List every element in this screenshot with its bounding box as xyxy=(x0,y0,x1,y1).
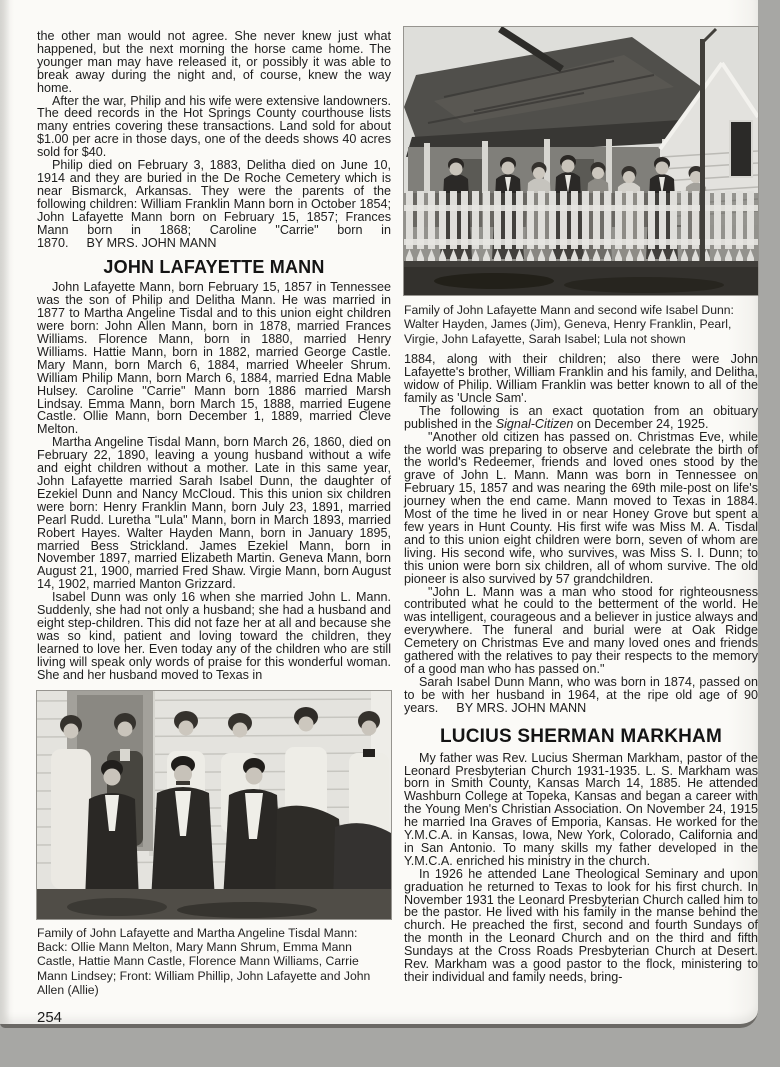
section-heading-lucius-sherman-markham: LUCIUS SHERMAN MARKHAM xyxy=(440,725,722,747)
paragraph: Martha Angeline Tisdal Mann, born March 26, 1860, died on February 22, 1890, leaving a young husband without a wife and eight children without a mother. Late in this same year, John Lafayette married Sarah Isabel Dunn, the daughter of Ezekiel Dunn and Nancy McCloud. This this union six children were born: Henry Franklin Mann, born July 23, 1891, married Pearl Rudd. Luretha "Lula" Mann, born in March 1893, married Robert Hayes. Walter Hayden Mann, born in January 1895, married Bess Strickland. James Ezekiel Mann, born in November 1897, married Elizabeth Martin. Geneva Mann, born August 21, 1900, married Fred Shaw. Virgie Mann, born August 14, 1902, married Manton Grizzard. xyxy=(37,435,391,592)
paragraph: After the war, Philip and his wife were extensive landowners. The deed records in the Hot Springs County courthouse lists many entries covering these transactions. Land sold for about $1.00 per acre in those days, one of the deeds shows 40 acres sold for $40. xyxy=(37,93,391,160)
section-heading-john-lafayette-mann: JOHN LAFAYETTE MANN xyxy=(103,257,325,278)
photo-caption: Family of John Lafayette and Martha Angeline Tisdal Mann: Back: Ollie Mann Melton, Mary Mann Shrum, Emma Mann Castle, Hattie Mann Castle, Florence Mann Williams, Carrie Mann Lindsey; Front: William Phillip, John Lafayette and John Allen (Allie) xyxy=(37,925,371,998)
page-left-shadow xyxy=(0,0,10,1024)
paragraph-text: Sarah Isabel Dunn Mann, who was born in 1874, passed on to be with her husband in 1964, at the ripe old age of 90 years. xyxy=(404,674,758,715)
right-column xyxy=(404,27,758,984)
paragraph: John Lafayette Mann, born February 15, 1857 in Tennessee was the son of Philip and Delitha Mann. He was married in 1877 to Martha Angeline Tisdal and to this union eight children were born: John Allen Mann, born in 1878, married Frances Williams. Florence Mann, born in 1880, married Henry Williams. Hattie Mann, born in 1882, married George Castle. Mary Mann, born March 6, 1884, married Wheeler Shrum. William Philip Mann, born March 6, 1884, married Edna Mable Hulsey. Caroline "Carrie" Mann born 1886 married Marsh Lindsay. Emma Mann, born March 15, 1888, married Eugene Castle. Ollie Mann, born December 1, 1889, married Cleve Melton. xyxy=(37,280,391,437)
paragraph-text: on December 24, 1925. xyxy=(573,416,709,431)
paragraph xyxy=(37,159,391,249)
paragraph: Isabel Dunn was only 16 when she married John L. Mann. Suddenly, she had not only a husband; she had a husband and eight step-children. This did not faze her at all and because she was so kind, patient and loving toward the children, they learned to love her. Even today any of the children who are still living will speak only words of praise for this wonderful woman. She and her husband moved to Texas in xyxy=(37,590,391,682)
paragraph: the other man would not agree. She never knew just what happened, but the next morning the horse came home. The younger man may have released it, or possibly it was able to break away during the night and, of course, knew the way home. xyxy=(37,29,391,95)
paragraph xyxy=(404,676,758,715)
figure-family-group-portrait xyxy=(37,691,391,998)
paragraph: 1884, along with their children; also there were John Lafayette's brother, William Franklin and his family, and Delitha, widow of Philip. William Franklin was better known to all of the family as 'Uncle Sam'. xyxy=(404,352,758,405)
photo-caption: Family of John Lafayette Mann and second wife Isabel Dunn: Walter Hayden, James (Jim), Geneva, Henry Franklin, Pearl, Virgie, John Lafayette, Sarah Isabel; Lula not shown xyxy=(404,303,734,346)
paragraph xyxy=(404,405,758,431)
page-number: 254 xyxy=(37,1008,63,1026)
figure-house-fence xyxy=(404,27,758,346)
paragraph-text: The following is an exact quotation from an obituary published in the xyxy=(404,403,758,431)
byline: BY MRS. JOHN MANN xyxy=(456,700,587,715)
paragraph-text: Philip died on February 3, 1883, Delitha died on June 10, 1914 and they are buried in the De Roche Cemetery which is near Bismarck, Arkansas. They were the parents of the following children: William Franklin Mann born in October 1854; John Lafayette Mann born on February 15, 1857; Frances Mann born in 1868; Caroline "Carrie" born in 1870. xyxy=(37,158,391,250)
publication-name: Signal-Citizen xyxy=(495,416,574,431)
byline: BY MRS. JOHN MANN xyxy=(86,235,217,250)
paragraph: In 1926 he attended Lane Theological Seminary and upon graduation he returned to Texas to look for his first church. In November 1931 the Leonard Presbyterian Church called him to be the pastor. He lived with his family in the manse behind the church. He preached the first, second and fourth Sundays of the month in the Leonard Church and on the third and fifth Sundays at the Cross Roads Presbyterian Church at Desert. Rev. Markham was a good pastor to the flock, ministering to their individual and family needs, bring- xyxy=(404,866,758,984)
family-group-portrait-photo xyxy=(37,691,391,919)
paragraph: "Another old citizen has passed on. Christmas Eve, while the world was preparing to observe and celebrate the birth of the world's Redeemer, friends and loved ones stood by the grave of John L. Mann. Mann was born in Tennessee on February 15, 1857 and was nearing the 69th mile-post on life's journey when the end came. Mann moved to Texas in 1884. Most of the time he lived in or near Honey Grove but spent a few years in Hunt County. His first wife was Miss M. A. Tisdal and to this union eight children were born, seven of whom are living. His second wife, who survives, was Miss S. I. Dunn; to this union were born six children, all of whom survive. The old pioneer is also survived by 57 grandchildren. xyxy=(404,429,758,586)
paragraph: My father was Rev. Lucius Sherman Markham, pastor of the Leonard Presbyterian Church 1931-1935. L. S. Markham was born in Smith County, Kansas March 14, 1885. He attended Washburn College at Topeka, Kansas and began a career with the Young Men's Christian Association. On November 24, 1915 he married Ina Graves of Emporia, Kansas. He worked for the Y.M.C.A. in Kansas, Iowa, New York, Colorado, California and in San Antonio. To many skills my father developed in the Y.M.C.A. enriched his ministry in the church. xyxy=(404,750,758,868)
paragraph: "John L. Mann was a man who stood for righteousness contributed what he could to the betterment of the world. He was intelligent, courageous and a believer in justice always and everywhere. The funeral and burial were at Oak Ridge Cemetery on Christmas Eve and many loved ones and friends gathered with the relatives to pay their respects to the memory of a good man who has passed on." xyxy=(404,584,758,676)
left-column xyxy=(37,30,391,1026)
house-picket-fence-photo xyxy=(404,27,758,295)
